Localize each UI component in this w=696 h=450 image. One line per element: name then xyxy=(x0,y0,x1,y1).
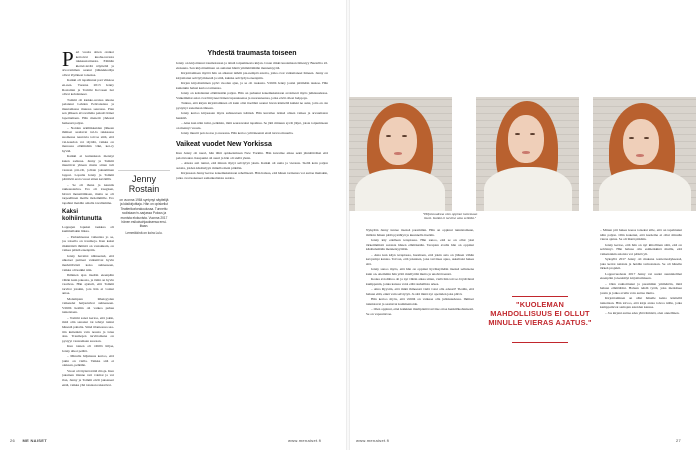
right-column-2 xyxy=(600,228,682,430)
body-paragraph: Tuntuu, että kirjan kirjoittaminen oli kuin olisi itseltäni saanut luvan käsitellä kaikki ne asiat, joita en ole pystynyt sanomaan ääneen. xyxy=(176,100,328,110)
section-heading: Yhdestä traumasta toiseen xyxy=(207,50,297,57)
body-paragraph: Kirjassaan Jenny kertoo kokemuksistaan rehellisesti. Hän haluaa, että hänen tarinansa voi auttaa muitakin, jotka ovat kokeneet samankaltaisia asioita. xyxy=(176,171,328,181)
body-paragraph: Ihminen ajaa itseään eteenpäin vähän kuin pakosta, ja tämä on hyvin vaativaa. Hän ajatteli, että Tommi tarvitsi jotakin, jota hän ei voinut antaa. xyxy=(62,272,114,296)
body-paragraph: – Aina Ryystin, että mikä ihmeessä vielä voisi olla edessä? Tiedän, että haluan elää, enkä vain selviytyä. Ja sitä minä nyt opettelen joka päivä. xyxy=(366,287,474,296)
body-paragraph: – Se oli ihana ja kauniis rakkaustarina. Ero oli traagisen, hirveä menettämisen, mutta se oli tarpeellinen meille molemmille. Ero tapahtui meidän omalla tavallamme. xyxy=(62,182,114,205)
sidebar-note: Lemmikkinä on koira Lulu. xyxy=(125,230,163,235)
intro-paragraph: Pari vuotta sitten otsikot kertoivat kuohu-tavasta rakkaustarinasta. Elämän kiertel-levää näytteliä ja aivovamman saanut jääkiekkoilija olivat löytäneet toisensa. xyxy=(62,50,114,77)
spread-gutter xyxy=(346,0,350,450)
body-paragraph: – Alusta asti tuntui, että minun täytyi selviytyä yksin. Kaikki oli uutta ja vierasta. Siellä koin paljon asioita, joiden käsittelyyn minulla meni pitkään. xyxy=(176,161,328,171)
body-paragraph: Kirjan kirjoittaminen pyöri vuoden ajan, ja se oli raskasta. Välillä Jenny joutui pitämään taukoa. Hän kuitenkin halusi kertoa tarinansa. xyxy=(176,80,328,90)
body-paragraph: Hän kertoo myös, että välillä on vaikeaa olla julkisuudessa. Ihmiset tunnistavat ja saattavat kommentoida. xyxy=(366,297,474,306)
body-paragraph: – Aina kun näin isäni, pelkäsin, mitä seuraavaksi tapahtuu. Se jätti minuun syvät jäljet, joista toipumiseen on mennyt vuosia. xyxy=(176,120,328,130)
body-paragraph: Nykyään Jenny tuntee itsensä paremmin. Hän on oppinut tunnistamaan, milloin hänen pitää pysähtyä ja kuunnella itseään. xyxy=(366,228,474,237)
bio-sidebar xyxy=(118,170,170,235)
body-paragraph: – Tommi sanoi kertoa, että jokin, mitä olin sanonut tai tehnyt tuntui hänestä pahalta. Siinä tilanteessa saa-tiin kuitenkin vain nousta ja istua alas. Traumojen tarvittamana on pystyyt vastaamaan suoraan. xyxy=(62,315,114,343)
body-paragraph: Jenny kertoo kirjassaan myös suhteestaan isäänsä. Hän kuvailee isänsä olleen vaikea ja arvaamaton henkilö. xyxy=(176,110,328,120)
body-paragraph: – Parisuhteessa vaikuttaa jo se, jos toisella on traumoja. Kun kaksi rikkinäistä ihmistä on vastakkain, on vaikea päästä eteenpäin. xyxy=(62,234,114,253)
body-paragraph: Syksyllä 2017 Jenny oli mukana teatteriesityksessä, joka kertoi naisista ja heidän tarinoistaan. Se oli hänelle tärkeä projekti. xyxy=(600,257,682,271)
left-page-number: 26 xyxy=(10,438,16,443)
body-paragraph: Loppuvuodesta 2017 Jenny vei uudet suunnitelmat eteenpäin ja keskittyi kirjoittamiseen. xyxy=(600,271,682,281)
right-page-number: 27 xyxy=(676,438,682,443)
body-paragraph: Jenny on kohdannut elämässään paljon. Hän on puhunut kokemuksistaan avoimesti myös julkisuudessa. Vaikeimmat asiat ovat liittyneet hänen lapsuuteensa ja nuoruuteensa, jotka eivät olleet helppoja. xyxy=(176,90,328,100)
left-footer-url: www.menaiset.fi xyxy=(288,438,322,443)
sidebar-body: on vuonna 1984 syntynyt näyttelijä ja käsikirjoittaja. Hän on opiskellut Teatterikorkeakoulussa. Tunnettu roolistaan tv-sarjassa Putous ja monista elokuvista. Vuonna 2017 hänen esikoisohjauksensa ensi-iltaan. xyxy=(119,198,169,229)
left-column-1 xyxy=(62,50,114,430)
sidebar-title: Jenny Rostain xyxy=(128,174,160,194)
body-paragraph: Tommi oli kiekko-uransa aikana pelannut Lahden Pelicansissa ja muutamassa muussa seurassa. Pian sen jälkeen aivovamma pakotti hänet lopettamaan. Hän menetti yhdessä hetkessä paljon. xyxy=(62,97,114,125)
pullquote: "KUOLEMAN MAHDOLLISUUS EI OLLUT MINULLE VIERAS AJATUS." xyxy=(488,300,592,327)
body-paragraph: Jenny käy edelleen terapiassa. Hän sanoo, että se on ollut yksi tärkeimmistä asioista hänen elämässään. Terapian avulla hän on oppinut käsittelemään menneisyyttään. xyxy=(366,237,474,252)
pullquote-top-rule xyxy=(512,296,568,297)
body-paragraph: Molempien läheisyyden vaikeudet heijastuivat suhteeseen. Välillä heidän oli vaikea puhua tunteistaan. xyxy=(62,296,114,315)
body-paragraph: Kirjoittaminen on ollut hänelle keino käsitellä tunteitaan. Hän toivoo, että kirja antaa toivoa niille, jotka kamppailevat samojen asioiden kanssa. xyxy=(600,296,682,310)
left-magazine-name: ME NAISET xyxy=(22,438,47,443)
body-paragraph: Jenny kertoo, että hän on nyt kiitollinen siitä, että on selvinnyt. Hän haluaa olla esimerkkinä muille, että vaikeistakin asioista voi päästä yli. xyxy=(600,242,682,256)
body-paragraph: Kun Jenny oli nuori, hän lähti opiskelemaan New Yorkiin. Hän kuvailee aikaa sekä jännittäväksi että pelottavaksi. Kaupunki oli suuri ja hän oli siellä yksin. xyxy=(176,151,328,161)
left-footer xyxy=(10,438,47,443)
body-paragraph: Jenny sanoo myös, että hän on oppinut hyväksymään itsensä sellaisena kuin on. Aiemmin hän yritti miellyttää muita ja unohti itsensä. xyxy=(366,267,474,276)
section-heading: Vaikeat vuodet New Yorkissa xyxy=(176,141,272,149)
photo-caption: "Hiljaisuudessa olen oppinut tuntemaan itseni. Kaikki ei tarvitse aina selittää." xyxy=(422,212,478,221)
body-paragraph: Jenny on kirjoittanut traumoistaan ja niistä toipumisesta kirjan. Lisan riikki kuolemaan ilmestyy Bazarilta 22. elokuuta. Sen kirjoittaminen on auttanut häntä ymmärtämään menneisyyttä. xyxy=(176,61,328,70)
left-column-3 xyxy=(176,50,328,430)
body-paragraph: – Minun piti hakea kaaos toiseksi sille, että on tapahtunut näin paljon. Olin kokenut, että kuolema ei ollut minulle vieras ajatus. Se oli läsnä pitkään. xyxy=(600,228,682,242)
body-paragraph: Kun toinen oli välillä hiljaa, Jenny alkoi pelätä. xyxy=(62,344,114,353)
section-heading: Kaksi kolhiintunutta xyxy=(62,208,102,222)
body-paragraph: Kirjoittamisen myötä hän on alkanut nähdä pie-nempiä asioita, jotka ovat vaikuttaneet häneen. Jenny on kirjoittanut selviytymisestä ja siitä, kuinka selviydyn eteenpäin. xyxy=(176,70,328,80)
pullquote-bottom-rule xyxy=(512,342,568,343)
body-paragraph: – Jos kirjani auttaa edes yhtä ihmistä, olen onnellinen. xyxy=(605,310,680,315)
portrait-photo-3 xyxy=(593,97,696,211)
portrait-photo-2 xyxy=(476,97,579,211)
body-paragraph: Jenny havaitsi nähneensä, että ulkoiset puitteet vaikuttivat hyvin merkittävästi koko suhteeseen, vaikka oli kaikki niin. xyxy=(62,253,114,272)
body-paragraph: Jenny muutti pois kotoa jo nuorena. Hän kertoo yrittäneensä etsiä turvaa muualta. xyxy=(181,130,294,135)
drop-cap: P xyxy=(62,50,74,71)
body-paragraph: – Noiden arkiliikkeiden jälkeen ihmiset saattavat tul-la rakkaassa suomessa nauravia toivoa siitä, että vai-kaudon voi täyttää, vaikka on menossa eläminään väki, ker-ry hyvää. xyxy=(62,125,114,153)
right-footer-url: www.menaiset.fi xyxy=(356,438,390,443)
body-paragraph: Loppujen lopuksi taakkaa oli kummallakin liikaa. xyxy=(62,224,114,234)
body-paragraph: – Olen rauhoittunut ja paremmin ymmärrän, mitä haluan elämältäni. Haluan tehdä työtä, joka merkitsee jotain ja jonka avulla voin auttaa muita. xyxy=(600,281,682,295)
portrait-photo-1 xyxy=(349,97,452,211)
body-paragraph: – Minulle hiljaisuus kertoo, että jokin on vialla. Vaikka sitä ei olekaan, pelkään. xyxy=(62,354,114,368)
body-paragraph: – Aina kun käyn terapiassa, huomaan, että jokin asia on jälleen vähän kevyempi kantaa. Toivon, että jokainen, joka tarvitsee apua, uskaltaisi hakea sitä. xyxy=(366,252,474,266)
body-paragraph: Koska avioliittoa oli ja nyt vähän aikaa sitten, vielä hän toivoo löytävänsä kumppanin, jonka kanssa voisi elää rauhallista arkea. xyxy=(366,277,474,286)
body-paragraph: Kaikki ei kuitenkaan mennyt kuten sadussa. Jenny ja Tommi muuttivat yhteen mutta sitten tuli vastaan päi-vät, jolloin jaksaminen loppui. Lopulta Jenny ja Tommi päättivät erota vuosi sitten keväällä. xyxy=(62,154,114,182)
right-column-1 xyxy=(366,228,474,430)
body-paragraph: – Olen oppinut, ettei kaikkien mielipiteitä tarvitse ottaa henkilökohtaisesti. Se on vapauttavaa. xyxy=(366,307,474,316)
body-paragraph: Kaikki oli tapahtunut pari viikkoa en-nen. Vuonna 2013 Jenny Rostainin ja Tommi Kovasen tiet olivat kohdanneet. xyxy=(62,78,114,97)
body-paragraph: Vuosi oli täynnä näitä riitoja. Kun jokainen tilanne veti voimat ja vei ilon, Jenny ja Tommi eivät jaksaneet enää, vaikka yhä toisiaan rakastivat. xyxy=(62,368,114,387)
